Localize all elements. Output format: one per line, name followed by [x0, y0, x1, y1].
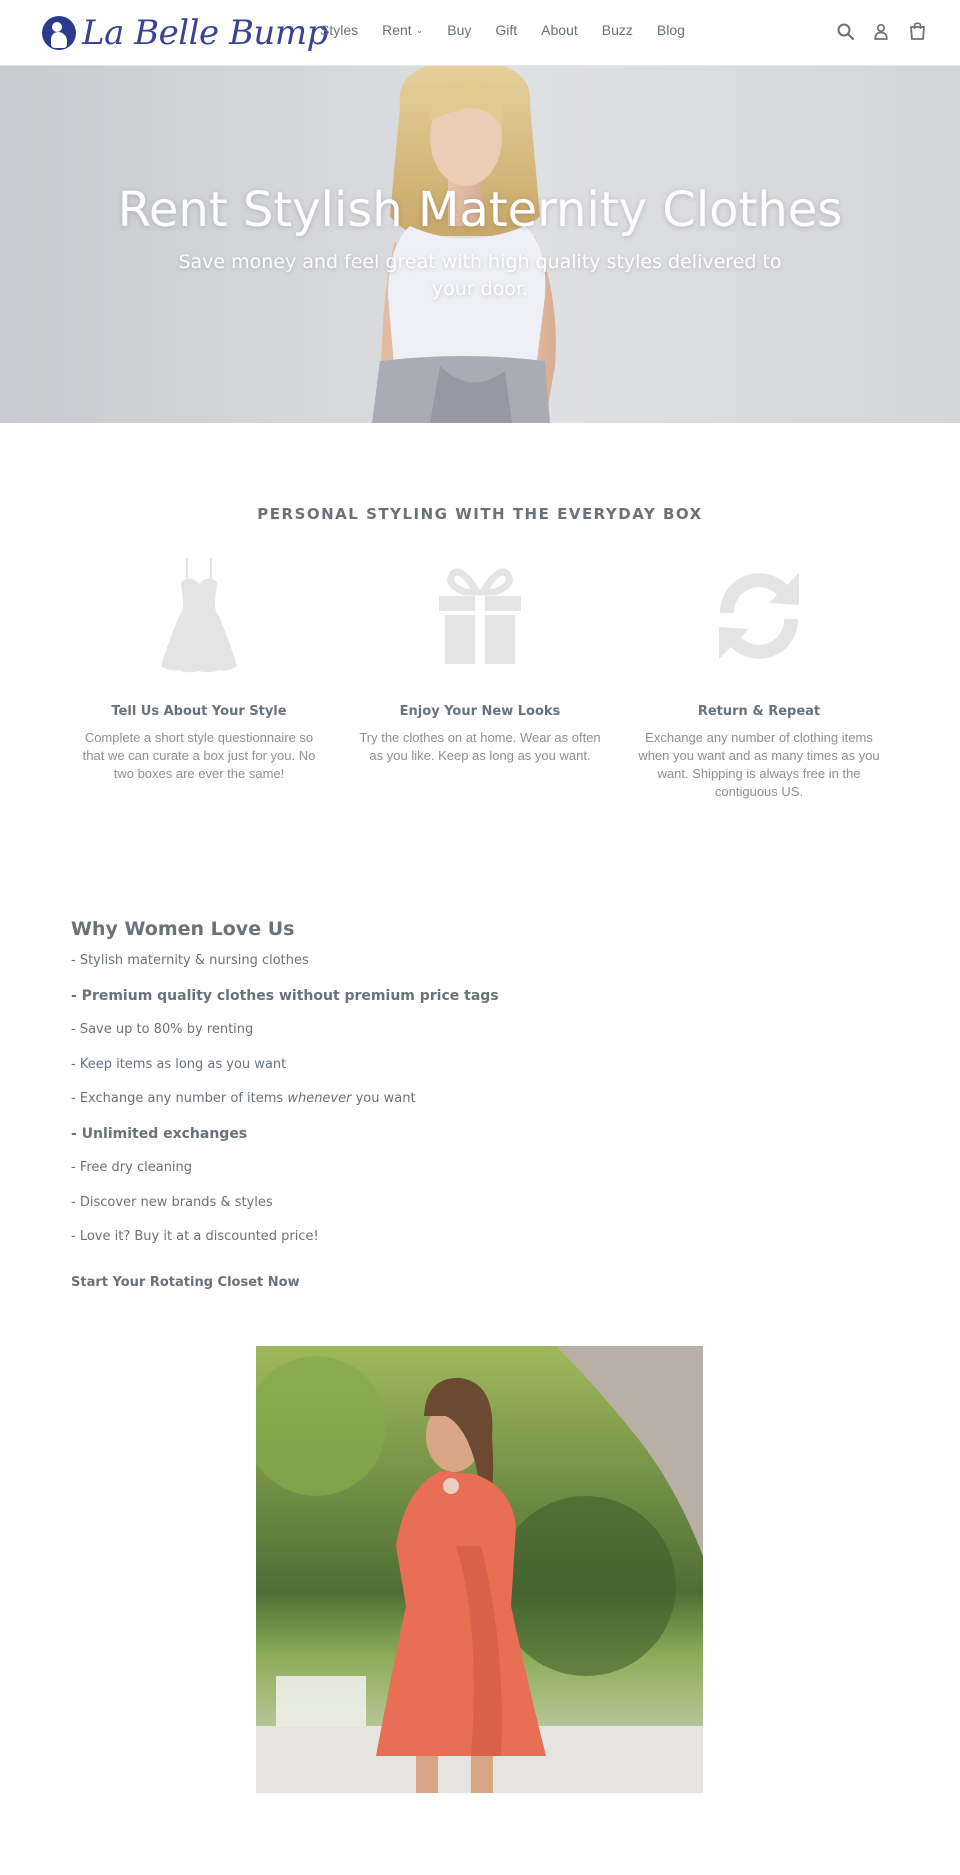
why-item: - Premium quality clothes without premium price tags: [71, 987, 499, 1004]
why-item: - Stylish maternity & nursing clothes: [71, 953, 309, 968]
nav-buzz-label: Buzz: [601, 22, 633, 38]
hero-banner: [0, 66, 960, 423]
logo-mark-icon: [42, 16, 76, 50]
gift-icon: [350, 560, 610, 670]
dress-icon: [69, 560, 329, 670]
why-item: - Unlimited exchanges: [71, 1125, 248, 1142]
feature-style-heading: Tell Us About Your Style: [111, 704, 287, 719]
chevron-down-icon: ⌄: [415, 24, 424, 35]
nav-styles-label: Styles: [320, 22, 359, 38]
feature-return: [629, 560, 889, 801]
nav-blog-label: Blog: [656, 22, 685, 38]
header-icons: [836, 21, 926, 41]
why-item: - Keep items as long as you want: [71, 1056, 287, 1072]
site-logo[interactable]: [42, 10, 328, 56]
nav-gift-label: Gift: [495, 22, 518, 38]
cart-icon[interactable]: [908, 21, 926, 41]
why-item: [71, 1090, 891, 1125]
nav-styles[interactable]: [320, 22, 358, 38]
why-item-pre: - Exchange any number of items: [71, 1091, 288, 1106]
why-item: - Save up to 80% by renting: [71, 1022, 254, 1037]
feature-looks-text: Try the clothes on at home. Wear as often as you like. Keep as long as you want.: [359, 730, 601, 763]
nav-about[interactable]: [541, 22, 578, 38]
nav-about-label: About: [541, 22, 578, 38]
why-item-post: you want: [351, 1091, 416, 1106]
nav-buy-label: Buy: [447, 22, 472, 38]
feature-style-text: Complete a short style questionnaire so that we can curate a box just for you. No two boxes are ever the same!: [82, 730, 316, 781]
feature-looks-heading: Enjoy Your New Looks: [399, 704, 561, 719]
hero-model-image: [0, 66, 960, 423]
why-item: - Discover new brands & styles: [71, 1194, 273, 1210]
start-closet-link[interactable]: Start Your Rotating Closet Now: [71, 1274, 300, 1290]
feature-return-heading: Return & Repeat: [697, 704, 821, 719]
why-item-emphasis: whenever: [287, 1091, 352, 1106]
account-icon[interactable]: [872, 21, 890, 41]
why-item: - Love it? Buy it at a discounted price!: [71, 1229, 319, 1244]
why-item: - Free dry cleaning: [71, 1160, 193, 1175]
hero-title: Rent Stylish Maternity Clothes: [117, 182, 843, 238]
styling-section-title: PERSONAL STYLING WITH THE EVERYDAY BOX: [257, 505, 703, 523]
why-title: Why Women Love Us: [71, 918, 295, 940]
why-list: [71, 952, 891, 1263]
site-header: [0, 0, 960, 66]
nav-gift[interactable]: [495, 22, 517, 38]
model-photo: [256, 1346, 703, 1793]
nav-rent-label: Rent: [382, 22, 412, 38]
model-photo-image: [256, 1346, 703, 1793]
nav-rent[interactable]: [382, 22, 423, 38]
search-icon[interactable]: [836, 21, 854, 41]
why-section: [71, 918, 891, 1290]
nav-buy[interactable]: [447, 22, 471, 38]
hero-subtitle: Save money and feel great with high quality styles delivered to your door.: [178, 251, 782, 300]
feature-style: [69, 560, 329, 783]
nav-blog[interactable]: [657, 22, 685, 38]
nav-buzz[interactable]: [602, 22, 633, 38]
main-nav: [320, 22, 709, 38]
feature-return-text: Exchange any number of clothing items when you want and as many times as you want. Shipping is always free in the contiguous US.: [638, 730, 880, 799]
logo-text: La Belle Bump: [82, 13, 328, 53]
refresh-icon: [629, 560, 889, 670]
feature-looks: [350, 560, 610, 765]
